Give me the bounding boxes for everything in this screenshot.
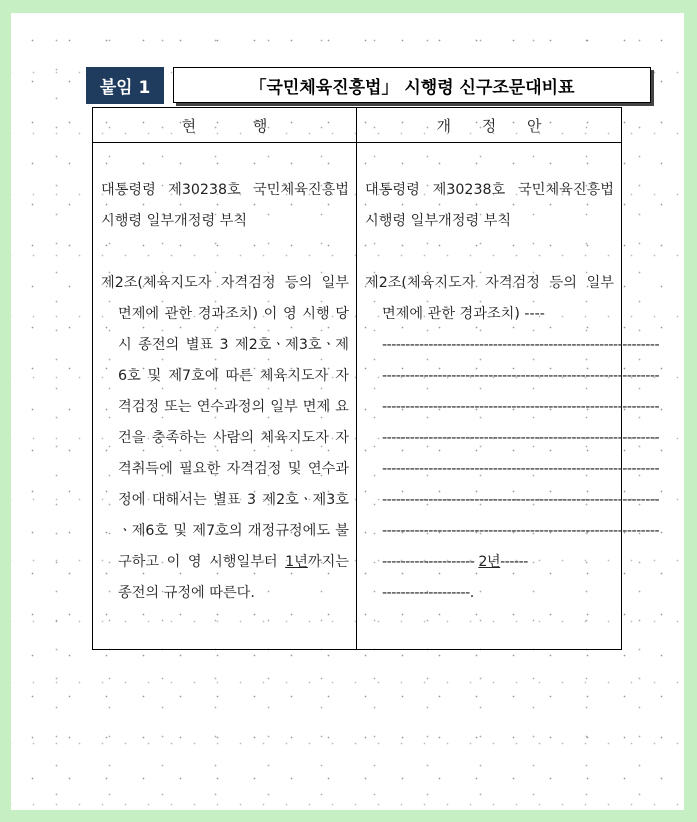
proposed-dash-block [365, 330, 660, 609]
current-heading: 대통령령 제30238호 국민체육진흥법 시행령 일부개정령 부칙 [101, 182, 349, 229]
dash-line: ------------------------------------------------------------ [382, 523, 660, 539]
header-proposed: 개 정 안 [357, 108, 622, 143]
dash-line: ------------------------------------------------------------ [382, 430, 660, 446]
dash-line: ------------------------------------------------------------ [382, 461, 660, 477]
current-column [93, 143, 357, 650]
table-header-row [93, 108, 622, 143]
current-article-tail: 까지는 종전의 규정에 따른다. [118, 554, 349, 601]
current-article-text: 제2조(체육지도자 자격검정 등의 일부 면제에 관한 경과조치) 이 영 시행 당시 종전의 별표 3 제2호ㆍ제3호ㆍ제6호 및 제7호에 따른 체육지도자 자격검정 또는 연수과정의 일부 면제 요건을 충족하는 사람의 체육지도자 자격취득에 필요한 자격검정 및 연수과정에 대해서는 별표 3 제2호ㆍ제3호ㆍ제6호 및 제7호의 개정규정에도 불구하고 이 영 시행일부터 [101, 275, 349, 570]
proposed-article [365, 268, 614, 330]
proposed-last-line: -------------------. [382, 585, 474, 601]
proposed-column [357, 143, 660, 650]
current-article [101, 268, 349, 609]
proposed-heading: 대통령령 제30238호 국민체육진흥법 시행령 일부개정령 부칙 [365, 182, 614, 229]
proposed-dash-tail: ---- [524, 306, 545, 322]
header-current: 현 행 [93, 108, 357, 143]
dash-line: ------------------------------------------------------------ [382, 492, 660, 508]
comparison-table [92, 107, 660, 650]
proposed-article-title: 제2조(체육지도자 자격검정 등의 일부 면제에 관한 경과조치) [365, 275, 614, 322]
dash-line: ------------------------------------------------------------ [382, 337, 660, 353]
dash-before-change: -------------------- [382, 554, 479, 570]
proposed-changed-line [382, 547, 614, 578]
attachment-badge: 붙임 1 [86, 67, 164, 104]
table-body-row [93, 143, 622, 650]
dash-line: ------------------------------------------------------------ [382, 399, 660, 415]
dash-after-change: ------ [500, 554, 528, 570]
document-title: 「국민체육진흥법」 시행령 신구조문대비표 [173, 67, 651, 103]
dash-line: ------------------------------------------------------------ [382, 368, 660, 384]
current-period-underlined: 1년 [285, 554, 308, 570]
proposed-period-underlined: 2년 [478, 554, 501, 570]
